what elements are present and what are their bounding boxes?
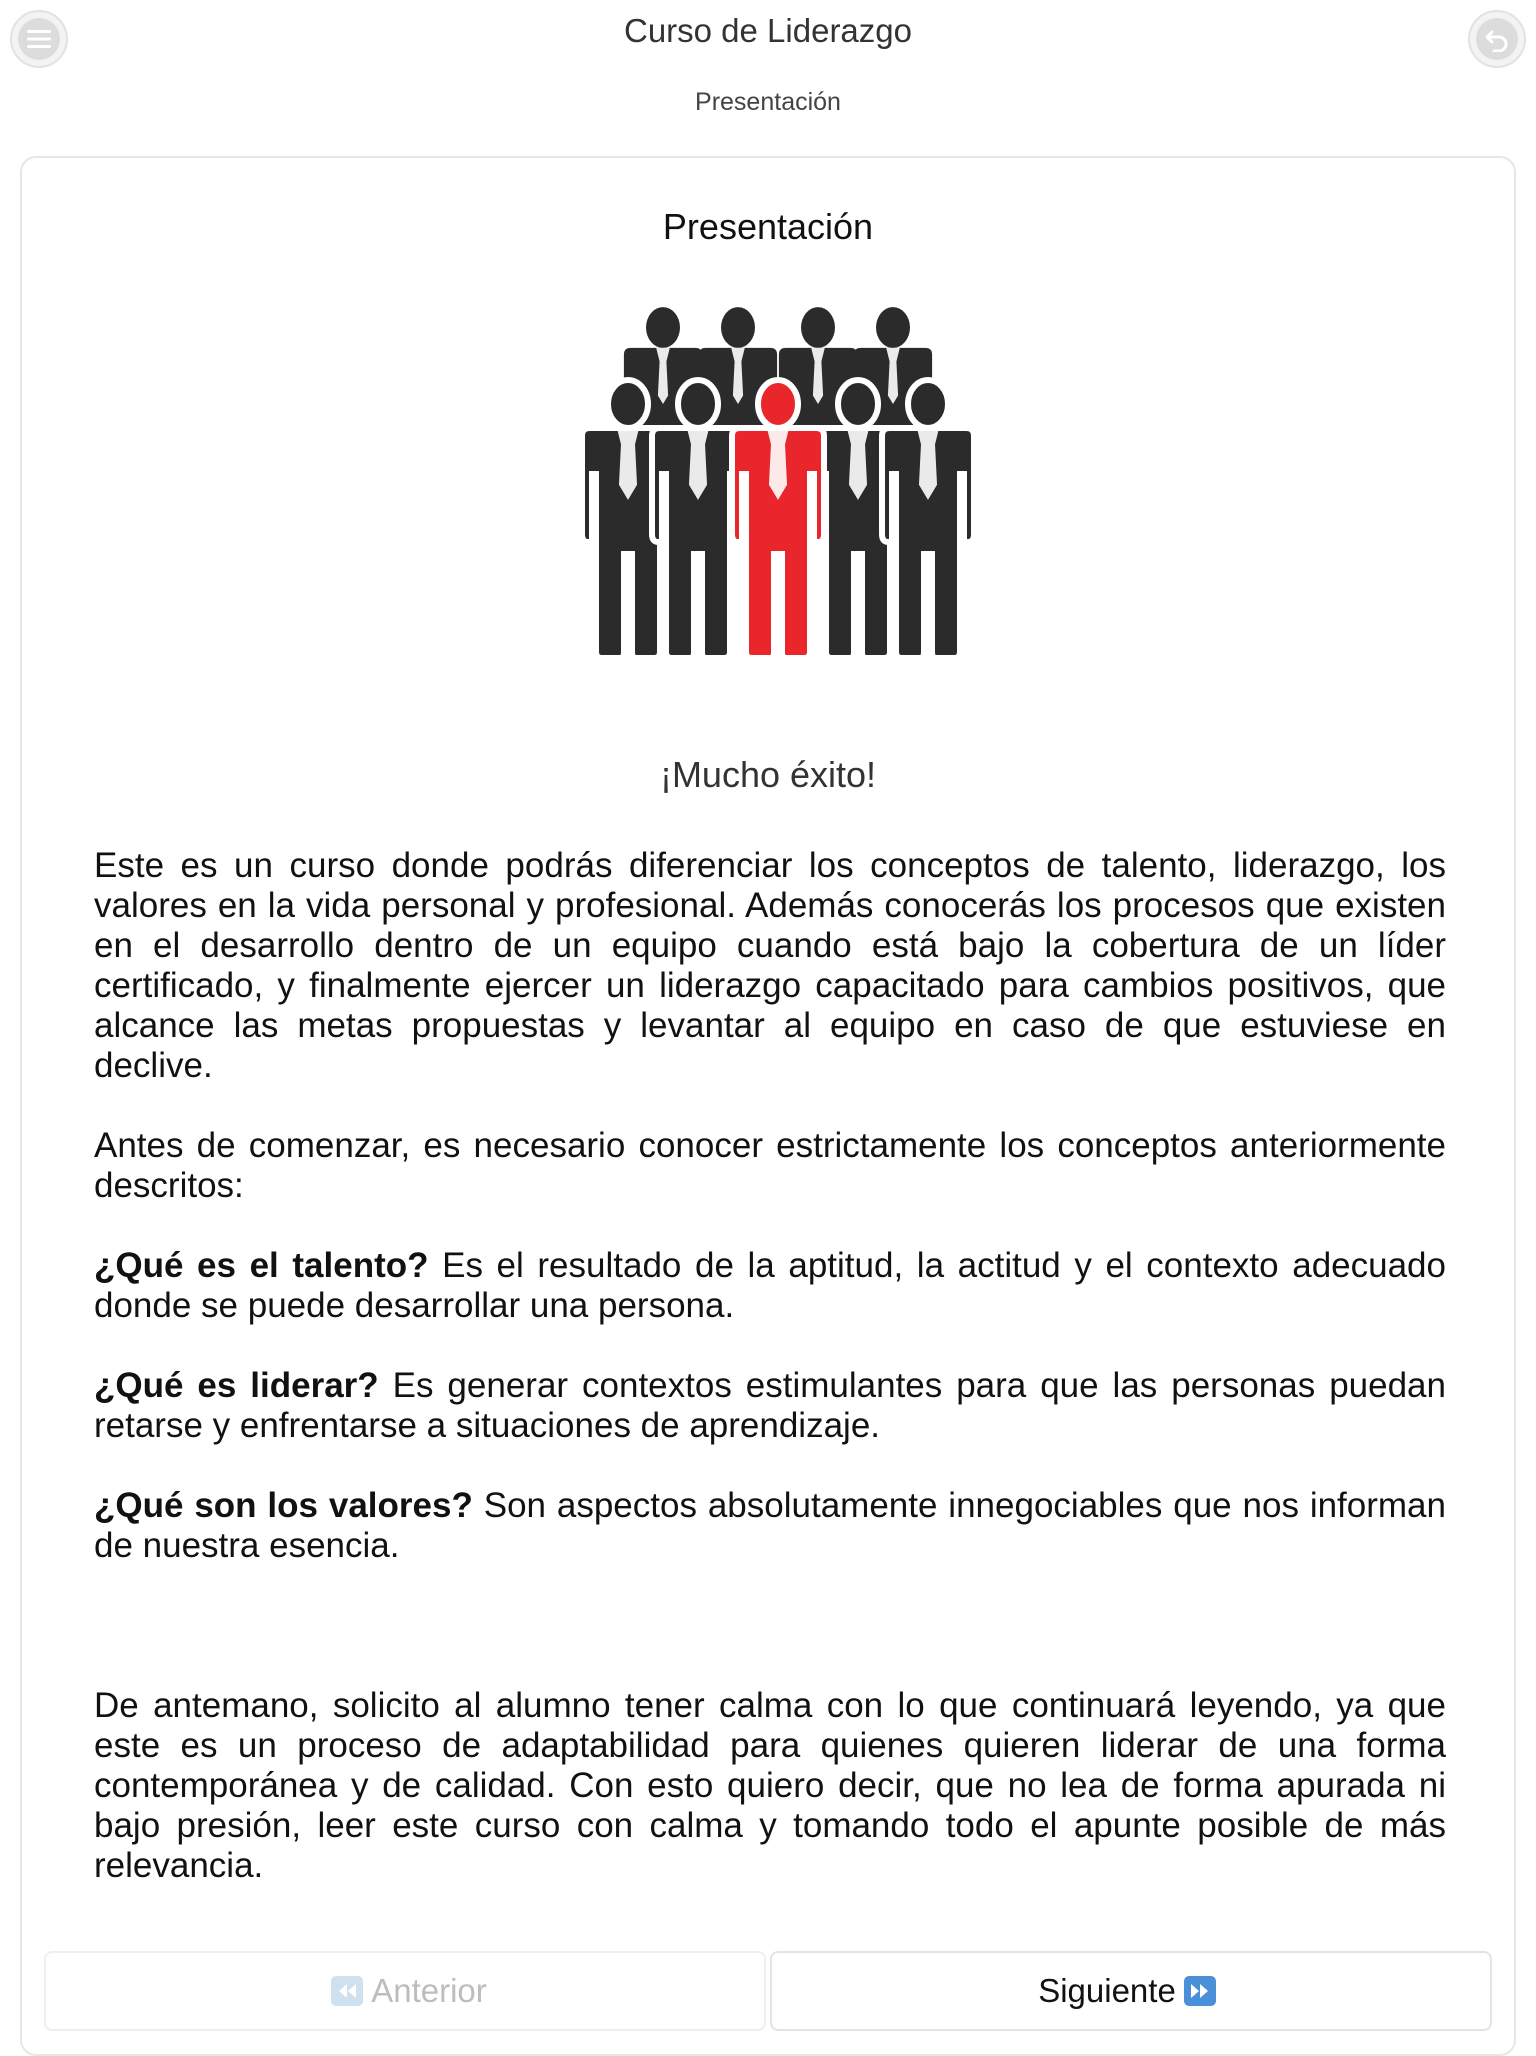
app-title: Curso de Liderazgo — [623, 12, 912, 49]
talent-question: ¿Qué es el talento? — [94, 1246, 429, 1285]
previous-label: Anterior — [371, 1972, 487, 2009]
navigation-row — [44, 1951, 1494, 2033]
closing-paragraph: De antemano, solicito al alumno tener calma con lo que continuará leyendo, ya que este es un proceso de adaptabilidad para quienes quieren liderar de una forma contemporánea y de calidad. Con esto quiero decir, que no lea de forma apurada ni bajo presión, leer este curso con calma y tomando todo el apunte posible de más relevancia. — [94, 1686, 1446, 1885]
next-label: Siguiente — [1038, 1972, 1176, 2009]
next-button[interactable] — [770, 1951, 1492, 2031]
previous-button[interactable] — [44, 1951, 766, 2031]
content-card — [20, 156, 1516, 2056]
lead-answer: Es generar contextos estimulantes para que las personas puedan retarse y enfrentarse a situaciones de aprendizaje. — [94, 1366, 1446, 1445]
presentation-text — [94, 846, 1446, 1926]
rewind-icon — [331, 1976, 363, 2006]
back-button[interactable] — [1468, 10, 1526, 68]
paragraph-spacer — [94, 1606, 1446, 1686]
top-bar — [0, 0, 1536, 150]
lead-definition — [94, 1366, 1446, 1446]
before-start-paragraph: Antes de comenzar, es necesario conocer estrictamente los conceptos anteriormente descritos: — [94, 1126, 1446, 1205]
values-question: ¿Qué son los valores? — [94, 1486, 473, 1525]
fast-forward-icon — [1184, 1976, 1216, 2006]
leadership-team-icon — [568, 296, 988, 716]
intro-paragraph: Este es un curso donde podrás diferenciar los conceptos de talento, liderazgo, los valores en la vida personal y profesional. Además conocerás los procesos que existen en el desarrollo dentro de un equipo cuando está bajo la cobertura de un líder certificado, y finalmente ejercer un liderazgo capacitado para cambios positivos, que alcance las metas propuestas y levantar al equipo en caso de que estuviese en declive. — [94, 846, 1446, 1085]
tagline: ¡Mucho éxito! — [659, 754, 877, 795]
talent-answer: Es el resultado de la aptitud, la actitud y el contexto adecuado donde se puede desarrollar una persona. — [94, 1246, 1446, 1325]
lead-question: ¿Qué es liderar? — [94, 1366, 379, 1405]
talent-definition — [94, 1246, 1446, 1326]
section-breadcrumb: Presentación — [695, 88, 841, 116]
page-title: Presentación — [662, 206, 874, 247]
values-definition — [94, 1486, 1446, 1566]
undo-arrow-icon — [1476, 18, 1518, 60]
values-answer: Son aspectos absolutamente innegociables que nos informan de nuestra esencia. — [94, 1486, 1446, 1565]
